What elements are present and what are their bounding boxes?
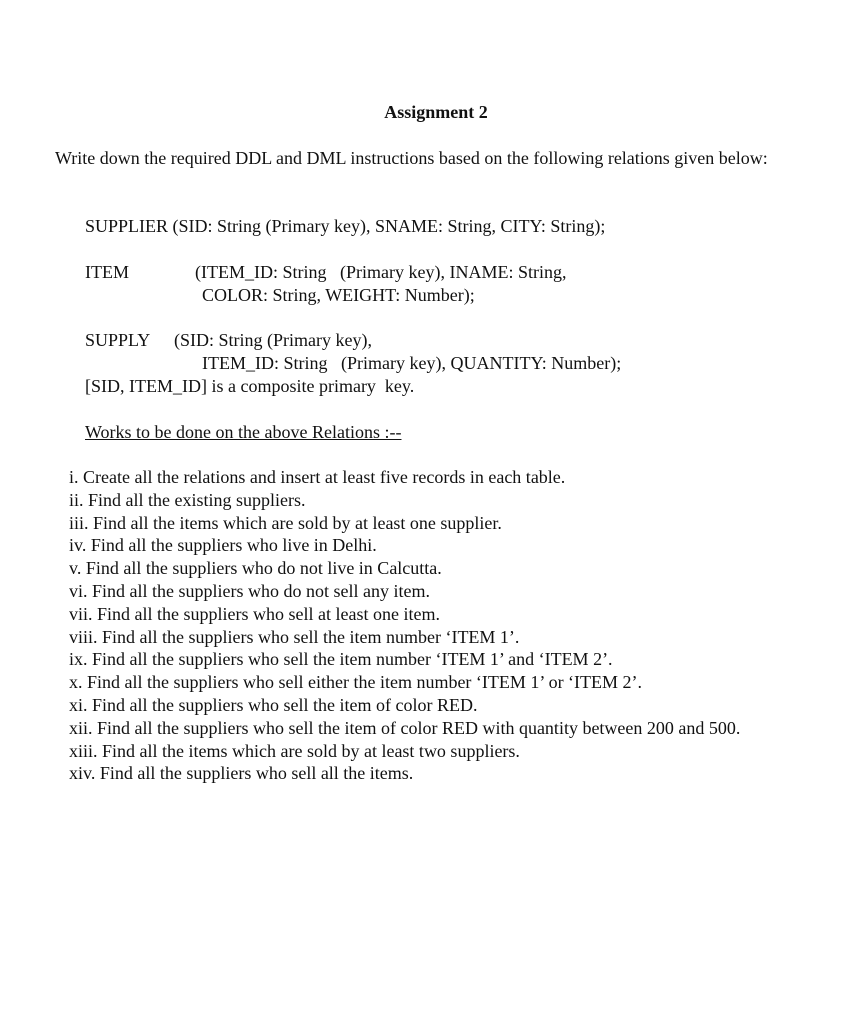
item-relation-line-2: COLOR: String, WEIGHT: Number); xyxy=(202,285,475,305)
works-heading: Works to be done on the above Relations :-- xyxy=(85,422,402,442)
task-item: v. Find all the suppliers who do not live in Calcutta. xyxy=(69,558,442,579)
composite-key-note: [SID, ITEM_ID] is a composite primary key. xyxy=(85,376,415,396)
task-item: xi. Find all the suppliers who sell the item of color RED. xyxy=(69,694,478,715)
supply-relation-line-1: (SID: String (Primary key), xyxy=(174,330,372,350)
item-relation-line-1: (ITEM_ID: String (Primary key), INAME: String, xyxy=(195,262,567,282)
task-item: xiii. Find all the items which are sold by at least two suppliers. xyxy=(69,740,520,761)
task-item: vi. Find all the suppliers who do not sell any item. xyxy=(69,580,430,601)
task-item: xiv. Find all the suppliers who sell all the items. xyxy=(69,763,414,784)
task-item: i. Create all the relations and insert at least five records in each table. xyxy=(69,467,566,487)
supplier-relation: SUPPLIER (SID: String (Primary key), SNAME: String, CITY: String); xyxy=(85,216,606,236)
intro-paragraph: Write down the required DDL and DML instructions based on the following relations given below: xyxy=(55,148,768,168)
item-relation-name: ITEM xyxy=(85,262,129,282)
document-title: Assignment 2 xyxy=(384,102,488,122)
task-item: x. Find all the suppliers who sell either the item number ‘ITEM 1’ or ‘ITEM 2’. xyxy=(69,672,643,693)
supply-relation-name: SUPPLY xyxy=(85,330,151,350)
task-item: ii. Find all the existing suppliers. xyxy=(69,489,306,510)
supply-relation-line-2: ITEM_ID: String (Primary key), QUANTITY: Number); xyxy=(202,353,622,373)
task-item: ix. Find all the suppliers who sell the item number ‘ITEM 1’ and ‘ITEM 2’. xyxy=(69,649,613,670)
task-item: iii. Find all the items which are sold by at least one supplier. xyxy=(69,512,502,533)
task-item: vii. Find all the suppliers who sell at least one item. xyxy=(69,603,440,624)
task-list xyxy=(69,466,740,785)
task-item: xii. Find all the suppliers who sell the item of color RED with quantity between 200 and 500. xyxy=(69,717,741,738)
task-item: viii. Find all the suppliers who sell the item number ‘ITEM 1’. xyxy=(69,626,520,647)
task-item: iv. Find all the suppliers who live in Delhi. xyxy=(69,535,377,556)
